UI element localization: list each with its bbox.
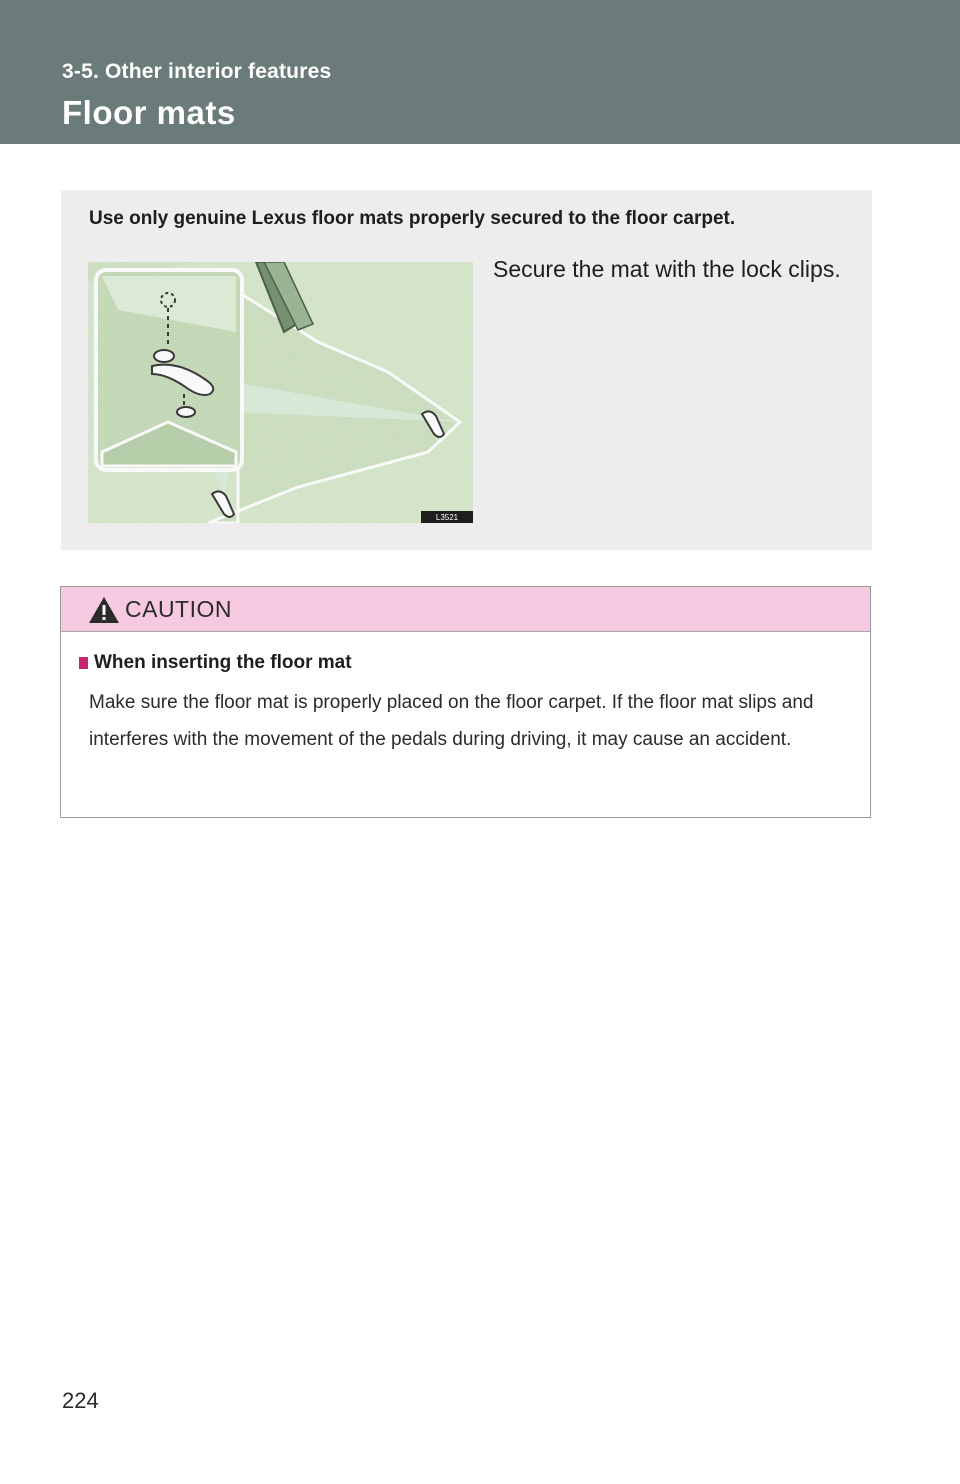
caution-body: [61, 632, 870, 758]
caution-item-title-text: When inserting the floor mat: [94, 652, 352, 673]
caution-box: [60, 586, 871, 818]
bullet-square-icon: [79, 657, 88, 669]
page-title: Floor mats: [62, 94, 236, 131]
caution-item-title: [79, 652, 860, 674]
page-number: 224: [62, 1388, 99, 1413]
caution-item-text: Make sure the floor mat is properly placed on the floor carpet. If the floor mat slips and interferes with the movement of the pedals during driving, it may cause an accident.: [89, 692, 814, 750]
info-box: [61, 190, 872, 550]
figure-code: L3521: [435, 513, 459, 522]
floor-mat-illustration: [88, 262, 473, 523]
caution-header: [61, 587, 870, 632]
page-header: [0, 0, 960, 144]
caution-label: CAUTION: [125, 596, 232, 622]
intro-text: Use only genuine Lexus floor mats properly secured to the floor carpet.: [89, 208, 736, 229]
illustration-note: Secure the mat with the lock clips.: [493, 256, 841, 282]
section-heading: 3-5. Other interior features: [62, 60, 332, 83]
warning-triangle-icon: [87, 595, 121, 625]
